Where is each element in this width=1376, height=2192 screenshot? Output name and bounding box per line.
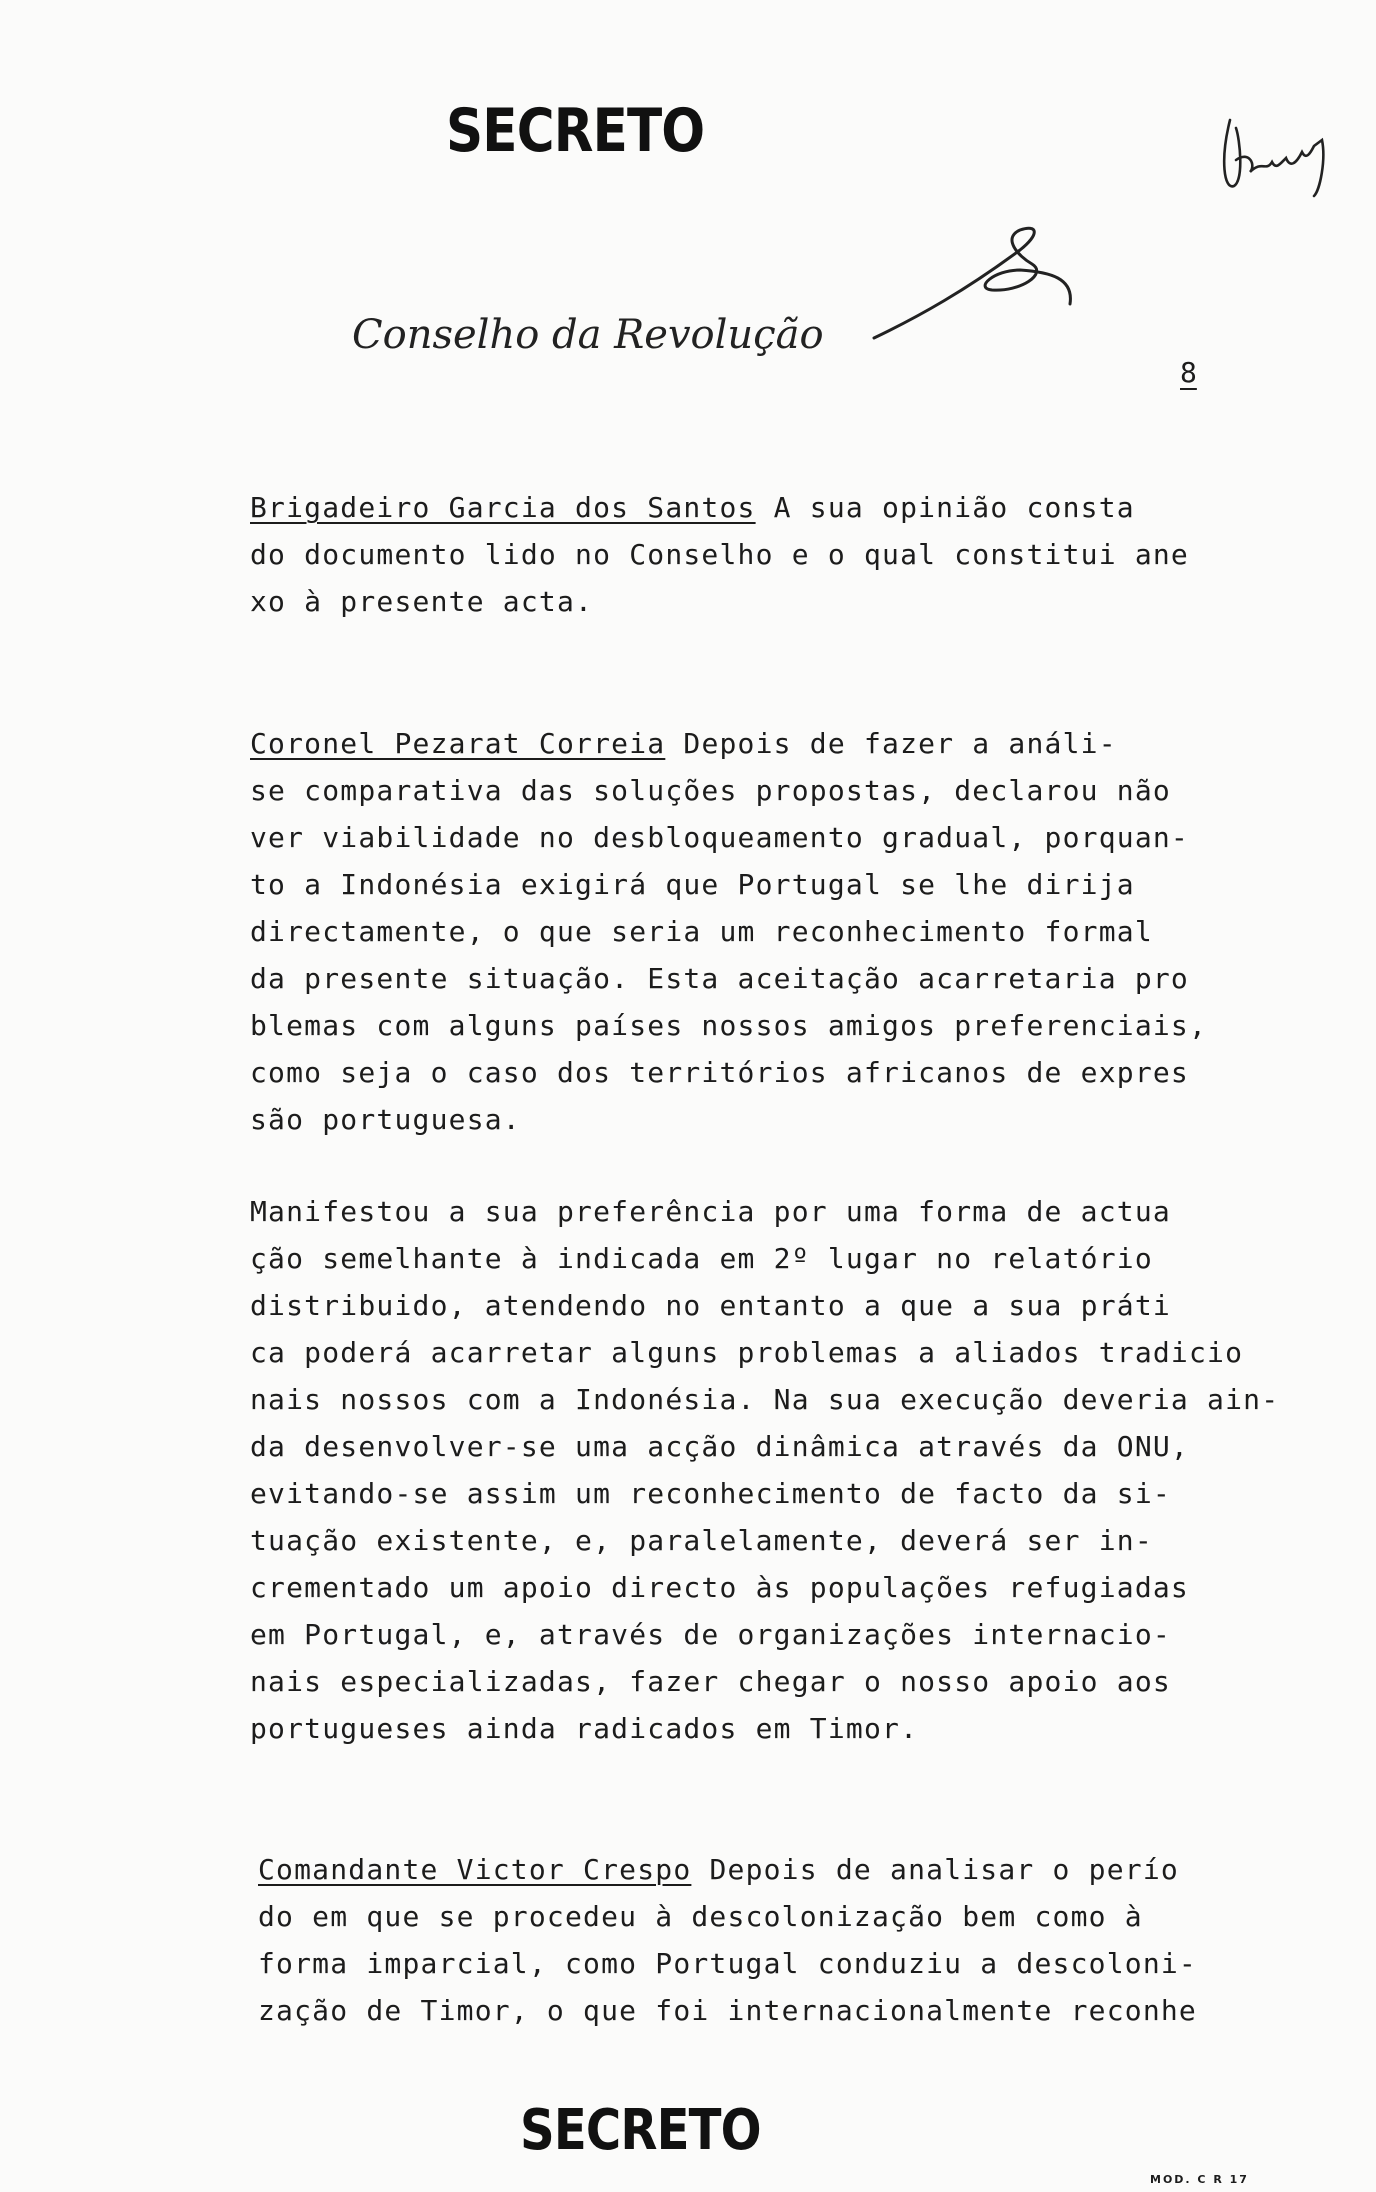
text-line: xo à presente acta. — [250, 585, 594, 618]
paragraph-preference — [250, 1188, 1279, 1752]
letterhead: Conselho da Revolução — [352, 312, 824, 358]
text-line: crementado um apoio directo às populações refugiadas — [250, 1571, 1189, 1604]
text-line: distribuido, atendendo no entanto a que a sua práti — [250, 1289, 1171, 1322]
page-number: 8 — [1180, 356, 1197, 389]
text-line: do documento lido no Conselho e o qual constitui ane — [250, 538, 1189, 571]
paragraph-victor-crespo — [258, 1846, 1197, 2034]
text-line: A sua opinião consta — [755, 491, 1135, 524]
text-line: nais especializadas, fazer chegar o nosso apoio aos — [250, 1665, 1171, 1698]
text-line: blemas com alguns países nossos amigos preferenciais, — [250, 1009, 1208, 1042]
paragraph-pezarat-correia — [250, 720, 1207, 1143]
text-line: forma imparcial, como Portugal conduziu a descoloni- — [258, 1947, 1197, 1980]
speaker-name: Coronel Pezarat Correia — [250, 727, 666, 760]
paragraph-garcia-dos-santos — [250, 484, 1189, 625]
text-line: to a Indonésia exigirá que Portugal se lhe dirija — [250, 868, 1135, 901]
text-line: da desenvolver-se uma acção dinâmica através da ONU, — [250, 1430, 1189, 1463]
classification-stamp-bottom: SECRETO — [520, 2098, 761, 2163]
text-line: tuação existente, e, paralelamente, deverá ser in- — [250, 1524, 1153, 1557]
text-line: Depois de fazer a análi- — [665, 727, 1117, 760]
handwritten-signature — [870, 220, 1090, 350]
speaker-name: Brigadeiro Garcia dos Santos — [250, 491, 756, 524]
text-line: em Portugal, e, através de organizações internacio- — [250, 1618, 1171, 1651]
handwritten-initials — [1210, 100, 1340, 210]
text-line: ver viabilidade no desbloqueamento gradual, porquan- — [250, 821, 1189, 854]
text-line: ção semelhante à indicada em 2º lugar no relatório — [250, 1242, 1153, 1275]
text-line: Depois de analisar o perío — [691, 1853, 1179, 1886]
text-line: da presente situação. Esta aceitação acarretaria pro — [250, 962, 1189, 995]
form-code: MOD. C R 17 — [1150, 2173, 1249, 2186]
text-line: nais nossos com a Indonésia. Na sua execução deveria ain- — [250, 1383, 1280, 1416]
text-line: evitando-se assim um reconhecimento de facto da si- — [250, 1477, 1171, 1510]
text-line: ca poderá acarretar alguns problemas a aliados tradicio — [250, 1336, 1244, 1369]
text-line: como seja o caso dos territórios africanos de expres — [250, 1056, 1189, 1089]
text-line: directamente, o que seria um reconhecimento formal — [250, 915, 1153, 948]
classification-stamp-top: SECRETO — [446, 96, 705, 166]
text-line: são portuguesa. — [250, 1103, 521, 1136]
speaker-name: Comandante Victor Crespo — [258, 1853, 692, 1886]
text-line: zação de Timor, o que foi internacionalmente reconhe — [258, 1994, 1197, 2027]
text-line: do em que se procedeu à descolonização bem como à — [258, 1900, 1143, 1933]
text-line: Manifestou a sua preferência por uma forma de actua — [250, 1195, 1171, 1228]
text-line: portugueses ainda radicados em Timor. — [250, 1712, 919, 1745]
text-line: se comparativa das soluções propostas, declarou não — [250, 774, 1171, 807]
